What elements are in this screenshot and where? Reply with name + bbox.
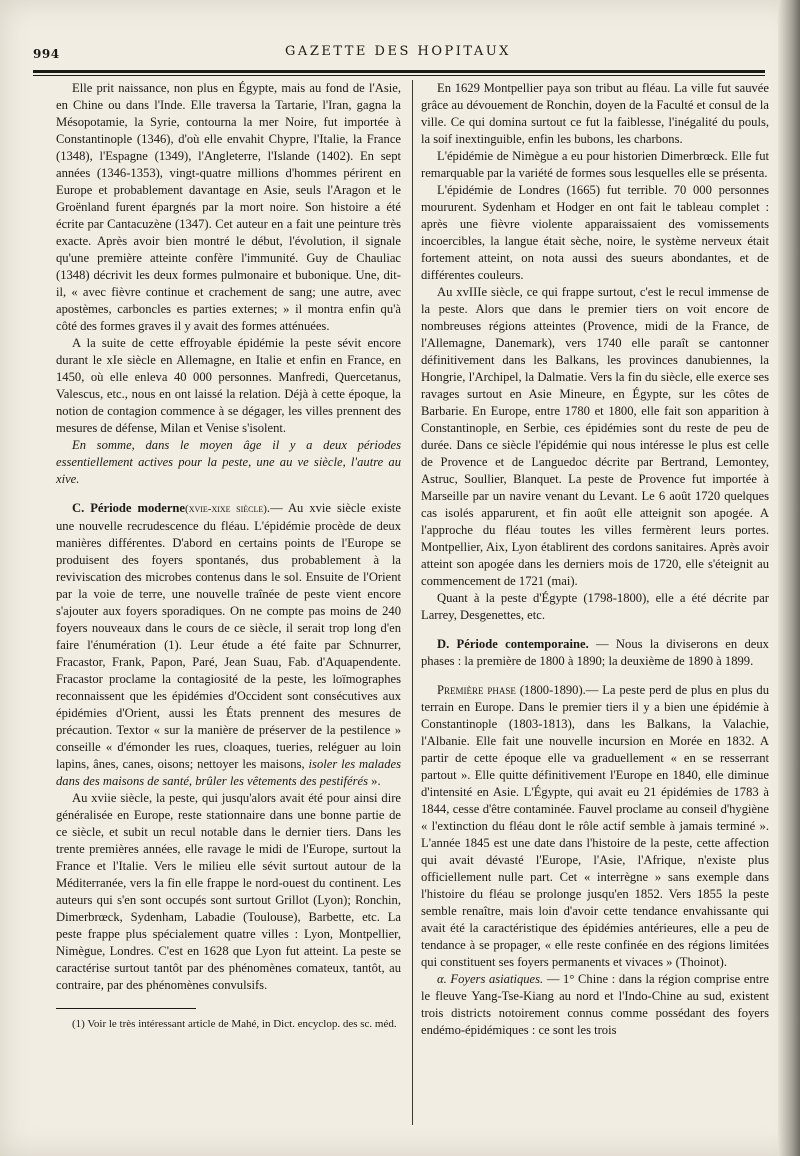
first-phase-paragraph: [421, 682, 769, 971]
footnote: (1) Voir le très intéressant article de Mahé, in Dict. encyclop. des sc. méd.: [72, 1018, 397, 1030]
section-c-heading: C. Période moderne: [72, 501, 186, 515]
section-d-paragraph: [421, 636, 769, 670]
section-d-text: — Nous la diviserons en deux phases : la première de 1800 à 1890; la deuxième de 1890 à 1899.: [421, 637, 769, 668]
footnote-rule: [56, 1008, 196, 1009]
section-c-end: ».: [368, 774, 381, 788]
section-c-range: (xvie-xixe siècle): [185, 503, 267, 515]
first-phase-text: (1800-1890).— La peste perd de plus en plus du terrain en Europe. Dans le premier tiers il y a bien une épidémie à Constantinople (1803-1813), dans les Balkans, la Valachie, l'Albanie. Elle fait une nouvelle incursion en Morée en 1832. A partir de cette époque elle va graduellement « en se resserrant partout ». Elle quitte définitivement l'Europe en 1840, elle diminue d'intensité en Asie. L'Égypte, qui avait eu 21 épidémies de 1783 à 1844, cesse d'être contaminée. Fauvel proclame au conseil d'hygiène « l'extinction du fléau dont le rôle actif semble à jamais terminé ». L'année 1845 est une date dans l'histoire de la peste, cette affection qui avait dévasté l'Europe, l'Asie, l'Afrique, n'existe plus officiellement nulle part. Cet « interrègne » sans exemple dans l'histoire du fléau se prolonge jusqu'en 1852. Vers 1855 la peste semble renaître, mais loin d'avoir cette tendance envahissante qui avait été la caractéristique des épidémies antérieures, elle a peu de tendance à se propager, « elle reste confinée en des régions limitées qui constituent ses foyers permanents et vivaces » (Thoinot).: [421, 683, 769, 969]
paragraph: Au xvIIIe siècle, ce qui frappe surtout, c'est le recul immense de la peste. Alors que dans le premier tiers on voit encore de nombreuses régions atteintes (Provence, midi de la France, de l'Allemagne, Danemark), vers 1740 elle paraît se cantonner définitivement dans les Balkans, les provinces danubiennes, la Hongrie, l'Archipel, la Dalmatie. Vers la fin du siècle, elle exerce ses ravages surtout en Asie Mineure, en Égypte, sur les côtes de Barbarie. En Europe, entre 1780 et 1800, elle fait son apparition à Constantinople, en Serbie, ces épidémies sont du reste de peu de durée. Dans ce siècle l'épidémie qui nous intéresse le plus est celle de Provence et de Languedoc décrite par Bertrand, Lemontey, Astruc, Soullier, Blanquet. La peste de Provence fut importée à Marseille par un navire venant du Levant. Le 6 août 1720 quelques cas isolés apparurent, et fin août elle atteignit son apogée. A l'approche du fléau toutes les villes fermèrent leurs portes. Montpellier, Aix, Lyon établirent des cordons sanitaires. Après avoir atteint son apogée dans les derniers mois de 1720, elle s'éteignit au commencement de 1721 (mai).: [421, 285, 769, 588]
right-column: [421, 80, 769, 1039]
section-c-quote: isoler les malades dans des maisons de santé, brûler les vêtements des pestiférés: [56, 757, 401, 788]
page-edge-shadow: [778, 0, 800, 1156]
first-phase-heading: Première phase: [437, 683, 516, 697]
asian-foci-paragraph: [421, 971, 769, 1039]
paragraph: A la suite de cette effroyable épidémie la peste sévit encore durant le xIe siècle en Allemagne, en Italie et enfin en France, en 1450, où elle enleva 40 000 personnes. Manfredi, Quercetanus, Valescus, etc., nous en ont laissé la relation. Déjà à cette époque, la notion de contagion commence à se dégager, les villes prennent des mesures de défense, Milan et Venise s'isolent.: [56, 336, 401, 435]
page-number: 994: [33, 47, 60, 61]
page-header: [33, 44, 763, 64]
asian-foci-heading: α. Foyers asiatiques.: [437, 972, 544, 986]
section-c-text: .— Au xvie siècle existe une nouvelle recrudescence du fléau. L'épidémie procède de deux manières différentes. D'abord en certains points de l'Europe se produisent des foyers spontanés, dus probablement à la reviviscation des microbes contenus dans le sol. Ensuite de l'Orient par la voie de terre, une nouvelle traînée de peste vient encore s'ajouter aux foyers sporadiques. On ne compte pas moins de 240 foyers nouveaux dans le cours de ce siècle, il serait trop long d'en faire l'énumération (1). Leur étude a été faite par Schnurrer, Fracastor, Frank, Papon, Paré, Jean Suau, Fab. d'Aquapendente. Fracastor proclame la contagiosité de la peste, les loïmographes reconnaissent que les épidémies d'Occident sont consécutives aux épidémies d'Orient, aussi les États prennent des mesures de précaution. Textor « sur la manière de préserver de la pestilence » conseille « d'émonder les rues, cloaques, tueries, reléguer au loin lapins, ânes, canes, oisons; nettoyer les maisons,: [56, 501, 401, 771]
header-rule-thin: [33, 75, 765, 76]
paragraph: En 1629 Montpellier paya son tribut au fléau. La ville fut sauvée grâce au dévouement de Ronchin, doyen de la Faculté et consul de la ville. Ce qui domina surtout ce fut la faiblesse, l'inégalité du pouls, la soif inextinguible, enfin les bubons, les charbons.: [421, 81, 769, 146]
journal-title: GAZETTE DES HOPITAUX: [285, 44, 511, 59]
left-column: [56, 80, 401, 1031]
paragraph: Elle prit naissance, non plus en Égypte, mais au fond de l'Asie, en Chine ou dans l'Inde. Elle traversa la Tartarie, l'Iran, gagna la Mésopotamie, la Syrie, contourna la mer Noire, fut importée à Constantinople (1346), d'où elle envahit Chypre, l'Italie, la France (1348), l'Espagne (1349), l'Angleterre, l'Islande (1402). En sept années (1346-1353), vingt-quatre millions d'hommes périrent en Europe et probablement davantage en Asie, seuls l'Aragon et le Groënland furent épargnés par la mort noire. Son histoire a été écrite par Cantacuzène (1347). Cet auteur en a fait une peinture très exacte. Après avoir bien montré le début, l'évolution, il signale qu'une première atteinte confère l'immunité. Guy de Chauliac (1348) décrivit les deux formes pulmonaire et bubonique. Une, dit-il, « avec fièvre continue et crachement de sang; une autre, avec apostèmes, carboncles es parties externes; » il montra enfin qu'à côté des formes graves il y avait des formes atténuées.: [56, 81, 401, 333]
paragraph: Au xviie siècle, la peste, qui jusqu'alors avait été pour ainsi dire généralisée en Europe, reste stationnaire dans une bonne partie de ce siècle, et subit un recul notable dans le dernier tiers. Dans les trente premières années, elle ravage le midi de l'Europe, surtout la France et l'Italie. Vers le milieu elle sévit surtout autour de la Méditerranée, vers la fin elle frappe le nord-ouest du continent. Les auteurs qui s'en sont occupés sont surtout Grillot (Lyon); Ronchin, Dimerbrœck, Sydenham, Labadie (Toulouse), Barbette, etc. La peste frappe plus spécialement quatre villes : Lyon, Montpellier, Nimègue, Londres. C'est en 1628 que Lyon fut atteint. La peste se caractérise surtout tantôt par des phénomènes comateux, tantôt, au contraire, par des phénomènes convulsifs.: [56, 791, 401, 992]
header-rule-thick: [33, 70, 765, 73]
section-c-paragraph: [56, 500, 401, 790]
section-d-heading: D. Période contemporaine.: [437, 637, 589, 651]
paragraph: L'épidémie de Nimègue a eu pour historien Dimerbrœck. Elle fut remarquable par la variété de formes sous lesquelles elle se présenta.: [421, 149, 769, 180]
paragraph-summary: En somme, dans le moyen âge il y a deux périodes essentiellement actives pour la peste, une au ve siècle, l'autre au xive.: [56, 438, 401, 486]
paragraph: L'épidémie de Londres (1665) fut terrible. 70 000 personnes moururent. Sydenham et Hodger en ont fait le tableau complet : après une fièvre violente apparaissaient des vomissements incoercibles, la langue était sèche, noire, le système nerveux était fortement atteint, on nota aussi des sueurs abondantes, et de différentes couleurs.: [421, 183, 769, 282]
column-divider: [412, 80, 413, 1125]
paragraph: Quant à la peste d'Égypte (1798-1800), elle a été décrite par Larrey, Desgenettes, etc.: [421, 591, 769, 622]
asian-foci-text: — 1° Chine : dans la région comprise entre le fleuve Yang-Tse-Kiang au nord et l'Indo-Chine au sud, existent trois districts notoirement connus comme possédant des foyers endémo-épidémiques : ce sont les trois: [421, 972, 769, 1037]
